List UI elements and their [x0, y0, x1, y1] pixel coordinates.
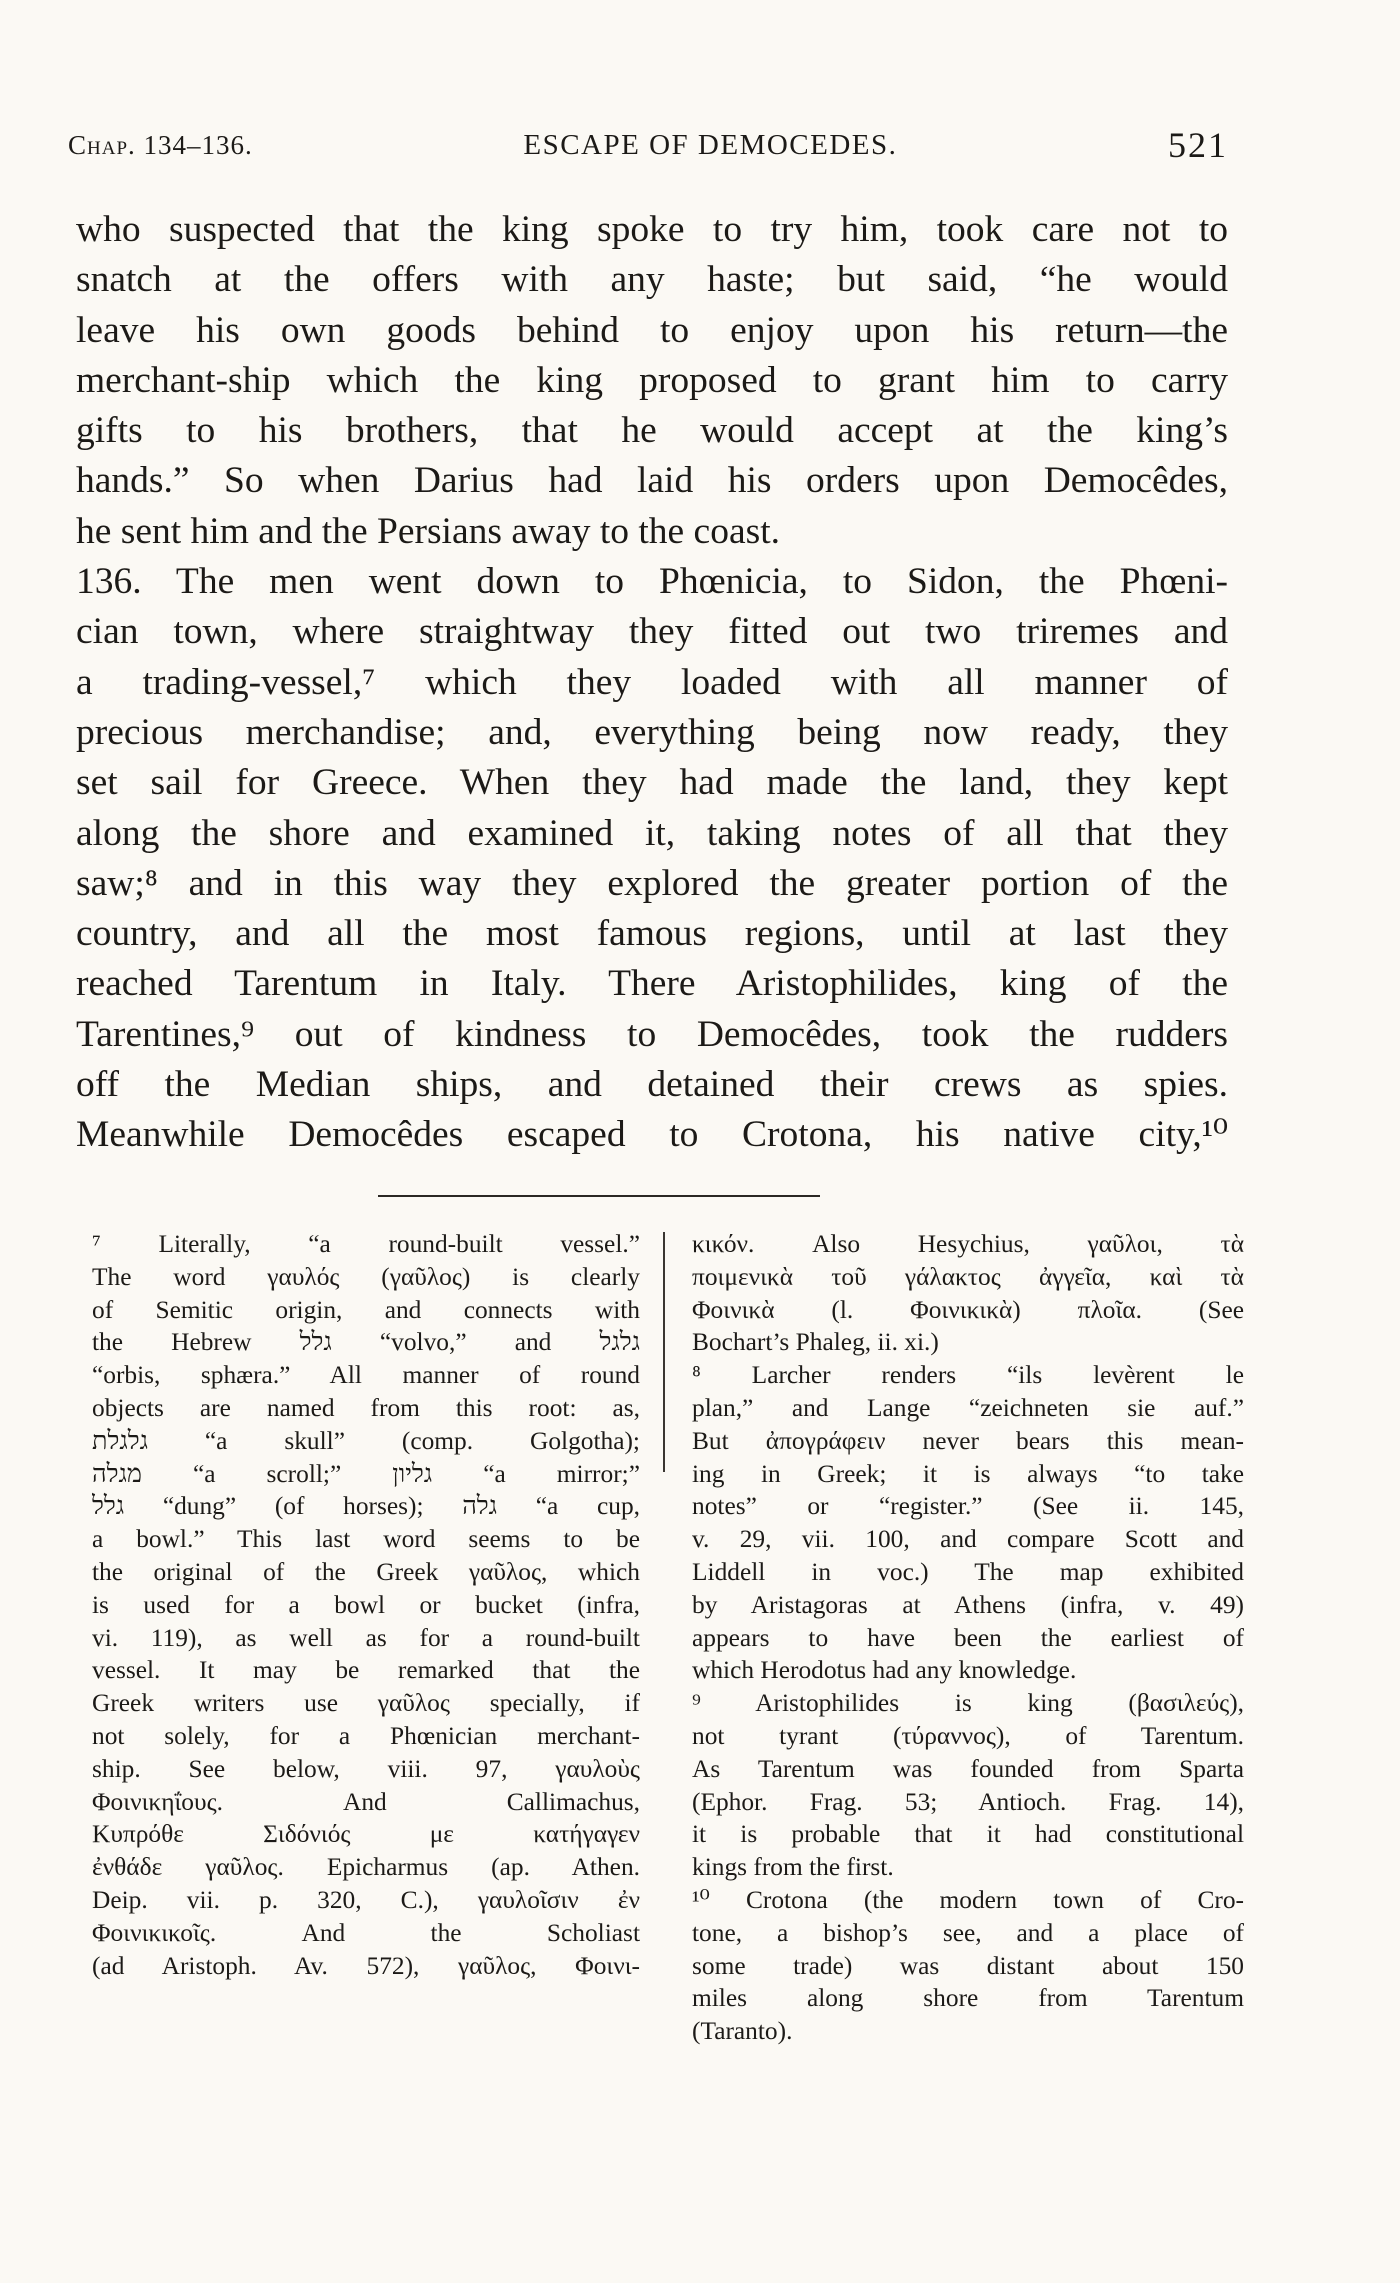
- footnote-line: notes” or “register.” (See ii. 145,: [692, 1492, 1244, 1521]
- text-line: he sent him and the Persians away to the coast.: [76, 510, 780, 552]
- text-line: Meanwhile Democêdes escaped to Crotona, his native city,¹⁰: [76, 1114, 1228, 1156]
- footnote-line: (Taranto).: [692, 2017, 793, 2046]
- footnote-line: objects are named from this root: as,: [92, 1393, 640, 1422]
- footnote-line: Φοινικηΐους. And Callimachus,: [92, 1787, 640, 1816]
- footnote-line: by Aristagoras at Athens (infra, v. 49): [692, 1590, 1244, 1619]
- footnote-line: (Ephor. Frag. 53; Antioch. Frag. 14),: [692, 1787, 1244, 1816]
- footnote-line: ¹⁰ Crotona (the modern town of Cro-: [692, 1885, 1244, 1914]
- running-header: [68, 120, 1228, 170]
- text-line: set sail for Greece. When they had made the land, they kept: [76, 762, 1228, 804]
- footnote-line: a bowl.” This last word seems to be: [92, 1525, 640, 1554]
- text-line: off the Median ships, and detained their crews as spies.: [76, 1064, 1228, 1106]
- footnote-line: of Semitic origin, and connects with: [92, 1295, 640, 1324]
- text-line: country, and all the most famous regions, until at last they: [76, 913, 1228, 955]
- footnote-line: the original of the Greek γαῦλος, which: [92, 1557, 640, 1586]
- footnote-line: v. 29, vii. 100, and compare Scott and: [692, 1525, 1244, 1554]
- text-line: gifts to his brothers, that he would accept at the king’s: [76, 410, 1228, 452]
- footnote-separator-rule: [378, 1195, 820, 1197]
- footnote-line: גלגלת “a skull” (comp. Golgotha);: [92, 1426, 640, 1455]
- footnote-line: the Hebrew גלל “volvo,” and גלגל: [92, 1328, 640, 1357]
- footnote-line: it is probable that it had constitutional: [692, 1820, 1244, 1849]
- footnote-line: which Herodotus had any knowledge.: [692, 1656, 1077, 1685]
- footnote-line: מגלה “a scroll;” גליון “a mirror;”: [92, 1459, 640, 1488]
- text-line: who suspected that the king spoke to try him, took care not to: [76, 209, 1228, 250]
- footnote-line: vi. 119), as well as for a round-built: [92, 1623, 640, 1652]
- footnote-line: some trade) was distant about 150: [692, 1951, 1244, 1980]
- footnote-line: appears to have been the earliest of: [692, 1623, 1244, 1652]
- text-line: reached Tarentum in Italy. There Aristophilides, king of the: [76, 963, 1228, 1005]
- footnote-line: As Tarentum was founded from Sparta: [692, 1754, 1244, 1783]
- footnote-line: Liddell in voc.) The map exhibited: [692, 1557, 1244, 1586]
- text-line: saw;⁸ and in this way they explored the greater portion of the: [76, 862, 1228, 904]
- footnote-line: is used for a bowl or bucket (infra,: [92, 1590, 640, 1619]
- footnote-line: ship. See below, viii. 97, γαυλοὺς: [92, 1754, 640, 1783]
- footnote-line: tone, a bishop’s see, and a place of: [692, 1918, 1244, 1947]
- text-line: merchant-ship which the king proposed to grant him to carry: [76, 359, 1228, 401]
- chapter-reference: Chap. 134–136.: [68, 129, 253, 160]
- footnote-line: kings from the first.: [692, 1853, 894, 1882]
- footnote-line: ἐνθάδε γαῦλος. Epicharmus (ap. Athen.: [92, 1853, 640, 1882]
- footnote-line: גלל “dung” (of horses); גלה “a cup,: [92, 1492, 640, 1521]
- footnotes-left-column: [92, 1228, 640, 1982]
- footnote-line: Κυπρόθε Σιδόνιός με κατήγαγεν: [92, 1820, 640, 1849]
- text-line: a trading-vessel,⁷ which they loaded with all manner of: [76, 661, 1228, 703]
- footnote-line: But ἀπογράφειν never bears this mean-: [692, 1426, 1244, 1455]
- footnote-line: ποιμενικὰ τοῦ γάλακτος ἀγγεῖα, καὶ τὰ: [692, 1262, 1244, 1291]
- text-line: precious merchandise; and, everything being now ready, they: [76, 711, 1228, 753]
- text-line: along the shore and examined it, taking notes of all that they: [76, 812, 1228, 854]
- column-divider: [663, 1232, 665, 1472]
- footnote-line: Bochart’s Phaleg, ii. xi.): [692, 1328, 939, 1357]
- page-number: 521: [1168, 125, 1228, 165]
- text-line: leave his own goods behind to enjoy upon his return—the: [76, 309, 1228, 351]
- footnote-line: vessel. It may be remarked that the: [92, 1656, 640, 1685]
- footnotes-right-column: [692, 1228, 1244, 2048]
- text-line: Tarentines,⁹ out of kindness to Democêdes, took the rudders: [76, 1013, 1228, 1055]
- main-text: [76, 205, 1228, 1161]
- footnote-line: plan,” and Lange “zeichneten sie auf.”: [692, 1393, 1244, 1422]
- footnote-line: ⁷ Literally, “a round-built vessel.”: [92, 1230, 640, 1258]
- footnote-line: κικόν. Also Hesychius, γαῦλοι, τὰ: [692, 1230, 1244, 1258]
- text-line: hands.” So when Darius had laid his orders upon Democêdes,: [76, 460, 1228, 502]
- running-title: ESCAPE OF DEMOCEDES.: [523, 128, 898, 161]
- footnote-line: Deip. vii. p. 320, C.), γαυλοῖσιν ἐν: [92, 1885, 640, 1914]
- footnote-line: Φοινικὰ (l. Φοινικικὰ) πλοῖα. (See: [692, 1295, 1244, 1324]
- text-line: snatch at the offers with any haste; but said, “he would: [76, 259, 1228, 301]
- footnote-line: ⁸ Larcher renders “ils levèrent le: [692, 1361, 1244, 1390]
- footnote-line: Φοινικικοῖς. And the Scholiast: [92, 1918, 640, 1947]
- footnote-line: ⁹ Aristophilides is king (βασιλεύς),: [692, 1689, 1244, 1718]
- footnote-line: “orbis, sphæra.” All manner of round: [92, 1361, 640, 1390]
- footnote-line: not tyrant (τύραννος), of Tarentum.: [692, 1721, 1244, 1750]
- footnote-line: The word γαυλός (γαῦλος) is clearly: [92, 1262, 640, 1291]
- text-line: 136. The men went down to Phœnicia, to Sidon, the Phœni-: [76, 561, 1228, 603]
- footnote-line: Greek writers use γαῦλος specially, if: [92, 1689, 640, 1718]
- footnote-line: (ad Aristoph. Av. 572), γαῦλος, Φοινι-: [92, 1951, 640, 1980]
- footnote-line: not solely, for a Phœnician merchant-: [92, 1721, 640, 1750]
- footnote-line: miles along shore from Tarentum: [692, 1984, 1244, 2013]
- footnote-line: ing in Greek; it is always “to take: [692, 1459, 1244, 1488]
- text-line: cian town, where straightway they fitted out two triremes and: [76, 611, 1228, 653]
